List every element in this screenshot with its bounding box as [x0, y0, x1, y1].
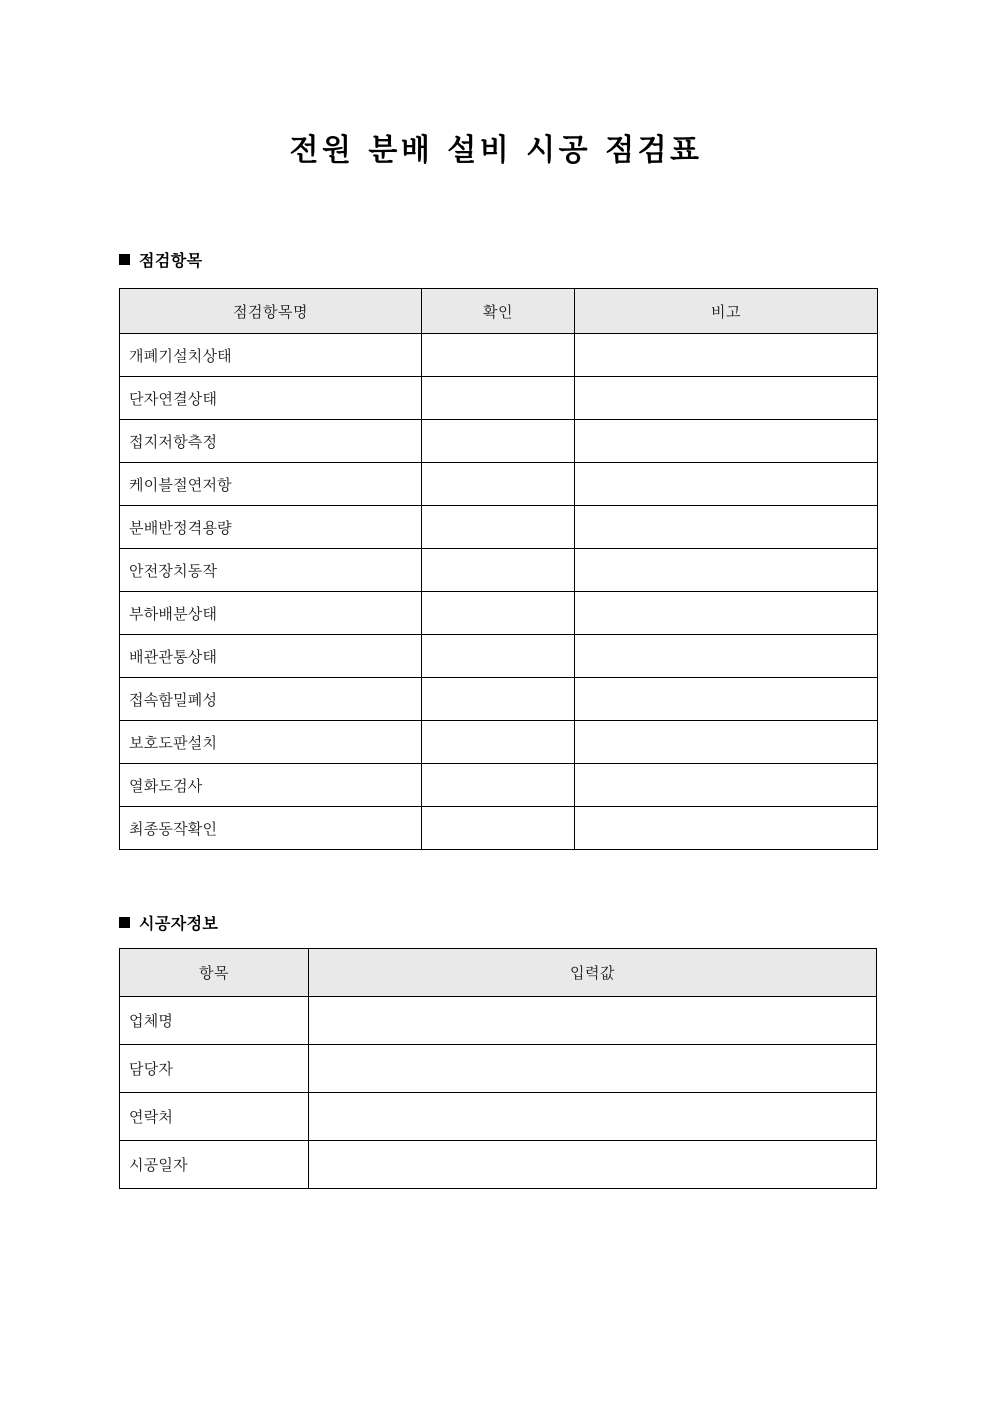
page-title: 전원 분배 설비 시공 점검표 [289, 133, 703, 168]
section-heading-inspection-label: 점검항목 [139, 251, 203, 270]
cell-remark[interactable] [575, 678, 878, 721]
cell-field-value[interactable] [309, 997, 877, 1045]
cell-check[interactable] [422, 678, 575, 721]
cell-field-label: 담당자 [120, 1045, 309, 1093]
inspection-table-header [120, 289, 878, 334]
table-row [120, 1141, 877, 1189]
cell-remark[interactable] [575, 721, 878, 764]
contractor-table-body [120, 997, 877, 1189]
table-row [120, 506, 878, 549]
cell-check[interactable] [422, 334, 575, 377]
cell-check[interactable] [422, 420, 575, 463]
cell-remark[interactable] [575, 635, 878, 678]
table-row [120, 549, 878, 592]
cell-item-name: 접속함밀폐성 [120, 678, 422, 721]
cell-remark[interactable] [575, 334, 878, 377]
section-heading-contractor-label: 시공자정보 [139, 914, 219, 933]
cell-item-name: 케이블절연저항 [120, 463, 422, 506]
table-row [120, 635, 878, 678]
cell-check[interactable] [422, 463, 575, 506]
cell-check[interactable] [422, 635, 575, 678]
cell-field-label: 업체명 [120, 997, 309, 1045]
cell-field-value[interactable] [309, 1045, 877, 1093]
table-row [120, 592, 878, 635]
cell-field-label: 시공일자 [120, 1141, 309, 1189]
cell-check[interactable] [422, 506, 575, 549]
cell-remark[interactable] [575, 764, 878, 807]
inspection-items-table [119, 288, 878, 850]
column-header-field: 항목 [120, 949, 309, 997]
cell-remark[interactable] [575, 377, 878, 420]
table-header-row [120, 949, 877, 997]
cell-remark[interactable] [575, 420, 878, 463]
cell-item-name: 개폐기설치상태 [120, 334, 422, 377]
cell-check[interactable] [422, 592, 575, 635]
filled-square-bullet-icon [119, 254, 130, 265]
table-row [120, 764, 878, 807]
table-row [120, 334, 878, 377]
inspection-table-body [120, 334, 878, 850]
contractor-table-header [120, 949, 877, 997]
column-header-check: 확인 [422, 289, 575, 334]
cell-item-name: 안전장치동작 [120, 549, 422, 592]
table-row [120, 420, 878, 463]
cell-item-name: 열화도검사 [120, 764, 422, 807]
column-header-remark: 비고 [575, 289, 878, 334]
cell-item-name: 접지저항측정 [120, 420, 422, 463]
table-row [120, 678, 878, 721]
cell-check[interactable] [422, 807, 575, 850]
table-row [120, 377, 878, 420]
table-row [120, 463, 878, 506]
table-row [120, 807, 878, 850]
cell-item-name: 부하배분상태 [120, 592, 422, 635]
cell-field-label: 연락처 [120, 1093, 309, 1141]
table-header-row [120, 289, 878, 334]
cell-remark[interactable] [575, 506, 878, 549]
contractor-info-table [119, 948, 877, 1189]
column-header-value: 입력값 [309, 949, 877, 997]
cell-item-name: 보호도판설치 [120, 721, 422, 764]
table-row [120, 1093, 877, 1141]
cell-item-name: 분배반정격용량 [120, 506, 422, 549]
cell-check[interactable] [422, 549, 575, 592]
cell-remark[interactable] [575, 463, 878, 506]
table-row [120, 997, 877, 1045]
table-row [120, 721, 878, 764]
section-heading-inspection [119, 248, 202, 271]
cell-item-name: 최종동작확인 [120, 807, 422, 850]
table-row [120, 1045, 877, 1093]
cell-item-name: 단자연결상태 [120, 377, 422, 420]
filled-square-bullet-icon [119, 917, 130, 928]
cell-remark[interactable] [575, 807, 878, 850]
cell-check[interactable] [422, 721, 575, 764]
cell-check[interactable] [422, 377, 575, 420]
cell-check[interactable] [422, 764, 575, 807]
section-heading-contractor [119, 911, 218, 934]
cell-field-value[interactable] [309, 1141, 877, 1189]
column-header-item-name: 점검항목명 [120, 289, 422, 334]
cell-remark[interactable] [575, 549, 878, 592]
cell-remark[interactable] [575, 592, 878, 635]
cell-item-name: 배관관통상태 [120, 635, 422, 678]
cell-field-value[interactable] [309, 1093, 877, 1141]
